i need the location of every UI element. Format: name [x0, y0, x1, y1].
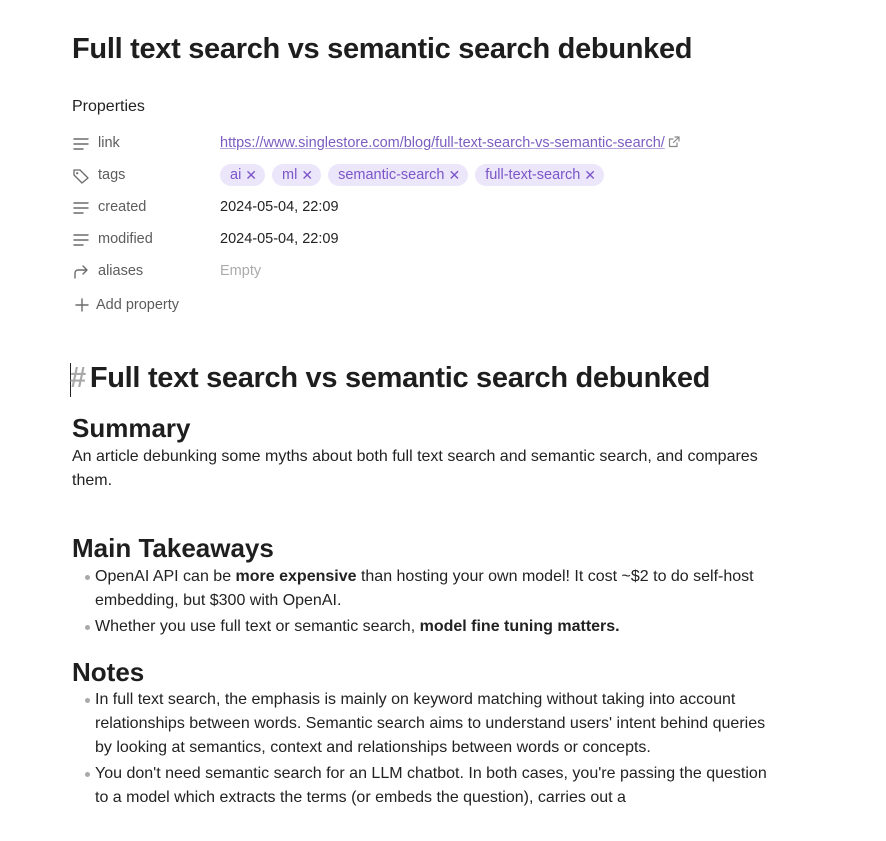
tag-pill[interactable]: [475, 164, 604, 186]
property-row-tags: [72, 164, 792, 188]
takeaways-list: [95, 565, 775, 641]
add-property-label: Add property: [96, 297, 180, 313]
tag-label: ai: [230, 167, 242, 183]
text-run: Whether you use full text or semantic search,: [95, 618, 420, 635]
property-row-aliases: [72, 260, 792, 284]
remove-tag-icon[interactable]: ✕: [448, 167, 461, 183]
list-item[interactable]: [95, 565, 775, 613]
tag-list: [220, 164, 604, 186]
text-run: OpenAI API can be: [95, 568, 236, 585]
property-value-modified[interactable]: 2024-05-04, 22:09: [220, 231, 339, 247]
plus-icon: [75, 298, 89, 312]
list-item[interactable]: [95, 615, 775, 639]
add-property-button[interactable]: [75, 297, 179, 313]
remove-tag-icon[interactable]: ✕: [245, 167, 258, 183]
remove-tag-icon[interactable]: ✕: [584, 167, 597, 183]
bullet-icon: [85, 575, 90, 580]
tag-pill[interactable]: [272, 164, 321, 186]
list-item[interactable]: [95, 688, 775, 760]
text-run: You don't need semantic search for an LLM chatbot. In both cases, you're passing the question to a model which extracts the terms (or embeds the question), carries out a: [95, 765, 767, 806]
property-row-modified: [72, 228, 792, 252]
bold-text: model fine tuning matters.: [419, 618, 620, 635]
remove-tag-icon[interactable]: ✕: [301, 167, 314, 183]
heading-1-text: Full text search vs semantic search debunked: [89, 362, 711, 394]
link-url[interactable]: https://www.singlestore.com/blog/full-text-search-vs-semantic-search/: [220, 135, 665, 151]
takeaways-heading[interactable]: Main Takeaways: [72, 533, 274, 563]
text-lines-icon: [72, 200, 90, 216]
external-link-icon[interactable]: [668, 136, 680, 148]
property-row-link: [72, 132, 792, 156]
text-run: than hosting your own model! It cost ~$2 to do self-host embedding, but $300 with OpenAI.: [95, 568, 754, 609]
notes-heading[interactable]: Notes: [72, 657, 145, 687]
property-value-link: [220, 135, 680, 151]
tag-pill[interactable]: [328, 164, 468, 186]
tag-label: semantic-search: [338, 167, 445, 183]
property-key-modified[interactable]: modified: [98, 231, 153, 247]
bullet-icon: [85, 772, 90, 777]
text-run: In full text search, the emphasis is mainly on keyword matching without taking into account relationships between words. Semantic search aims to understand users' intent behind queries by looking at semantics, context and relationships between words or concepts.: [95, 691, 766, 756]
properties-heading[interactable]: Properties: [72, 98, 145, 115]
bold-text: more expensive: [235, 568, 357, 585]
property-key-tags[interactable]: tags: [98, 167, 126, 183]
heading-marker: #: [70, 362, 86, 394]
heading-1[interactable]: [70, 362, 710, 395]
summary-heading[interactable]: Summary: [72, 413, 191, 443]
bullet-icon: [85, 698, 90, 703]
tag-pill[interactable]: [220, 164, 265, 186]
summary-paragraph[interactable]: An article debunking some myths about both full text search and semantic search, and compares them.: [72, 448, 758, 489]
tag-icon: [72, 168, 90, 184]
list-item[interactable]: [95, 762, 775, 810]
property-row-created: [72, 196, 792, 220]
property-key-link[interactable]: link: [98, 135, 120, 151]
bullet-icon: [85, 625, 90, 630]
property-key-aliases[interactable]: aliases: [98, 263, 144, 279]
property-value-aliases[interactable]: Empty: [220, 263, 262, 279]
property-key-created[interactable]: created: [98, 199, 147, 215]
text-lines-icon: [72, 232, 90, 248]
note-title[interactable]: Full text search vs semantic search debunked: [72, 33, 693, 65]
text-lines-icon: [72, 136, 90, 152]
forward-arrow-icon: [72, 264, 90, 280]
tag-label: full-text-search: [485, 167, 581, 183]
tag-label: ml: [282, 167, 298, 183]
notes-list: [95, 688, 775, 812]
property-value-created[interactable]: 2024-05-04, 22:09: [220, 199, 339, 215]
